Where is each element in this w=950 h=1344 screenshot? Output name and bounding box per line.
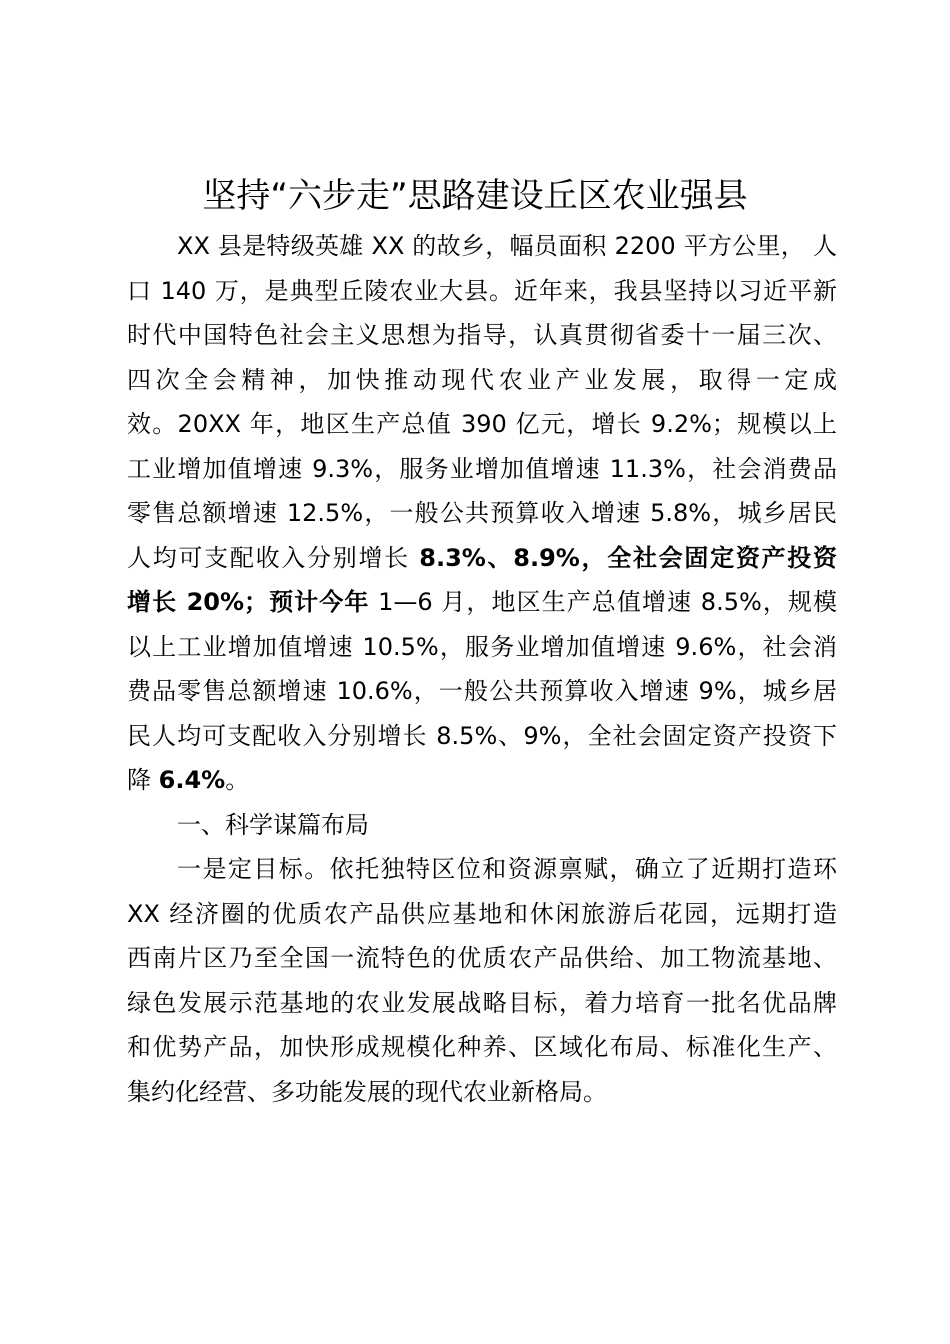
text-line: 零售总额增速 12.5%，一般公共预算收入增速 5.8%，城乡居民 <box>127 499 837 527</box>
heading-text: 一、科学谋篇布局 <box>177 810 369 839</box>
document-title: 坚持“六步走”思路建设丘区农业强县 <box>202 176 748 216</box>
document-body <box>127 224 837 1114</box>
text-line: 费品零售总额增速 10.6%，一般公共预算收入增速 9%，城乡居 <box>127 677 837 705</box>
text-line: 四次全会精神，加快推动现代农业产业发展，取得一定成 <box>127 365 837 394</box>
section-heading <box>127 803 837 848</box>
text-line: 效。20XX 年，地区生产总值 390 亿元，增长 9.2%；规模以上 <box>127 410 837 438</box>
text-line <box>127 536 837 581</box>
text-line: 西南片区乃至全国一流特色的优质农产品供给、加工物流基地、 <box>127 944 837 972</box>
text-line: 民人均可支配收入分别增长 8.5%、9%，全社会固定资产投资下 <box>127 721 837 750</box>
text-segment: 降 <box>127 766 159 794</box>
bold-text-segment: 增长 20%；预计今年 <box>127 588 370 616</box>
text-line: 绿色发展示范基地的农业发展战略目标，着力培育一批名优品牌 <box>127 988 837 1017</box>
text-line: 集约化经营、多功能发展的现代农业新格局。 <box>127 1077 607 1106</box>
text-segment: 人均可支配收入分别增长 <box>127 543 420 572</box>
text-segment: 。 <box>225 766 250 794</box>
text-segment: 1—6 月，地区生产总值增速 8.5%，规模 <box>369 588 837 616</box>
text-line: XX 县是特级英雄 XX 的故乡，幅员面积 2200 平方公里， 人 <box>177 232 837 260</box>
paragraph-intro <box>127 224 837 803</box>
bold-text-segment: 8.3%、8.9%，全社会固定资产投资 <box>419 543 837 572</box>
text-line: 以上工业增加值增速 10.5%，服务业增加值增速 9.6%，社会消 <box>127 632 837 661</box>
text-line: 一是定目标。依托独特区位和资源禀赋，确立了近期打造环 <box>177 855 837 883</box>
text-line: 时代中国特色社会主义思想为指导，认真贯彻省委十一届三次、 <box>127 321 837 349</box>
text-line: XX 经济圈的优质农产品供应基地和休闲旅游后花园，远期打造 <box>127 899 837 928</box>
text-line: 口 140 万，是典型丘陵农业大县。近年来，我县坚持以习近平新 <box>127 276 837 305</box>
text-line <box>127 580 837 625</box>
text-line <box>127 758 837 803</box>
paragraph-goals <box>127 847 837 1114</box>
text-line: 和优势产品，加快形成规模化种养、区域化布局、标准化生产、 <box>127 1033 837 1061</box>
bold-text-segment: 6.4% <box>158 766 226 794</box>
text-line: 工业增加值增速 9.3%，服务业增加值增速 11.3%，社会消费品 <box>127 454 837 483</box>
